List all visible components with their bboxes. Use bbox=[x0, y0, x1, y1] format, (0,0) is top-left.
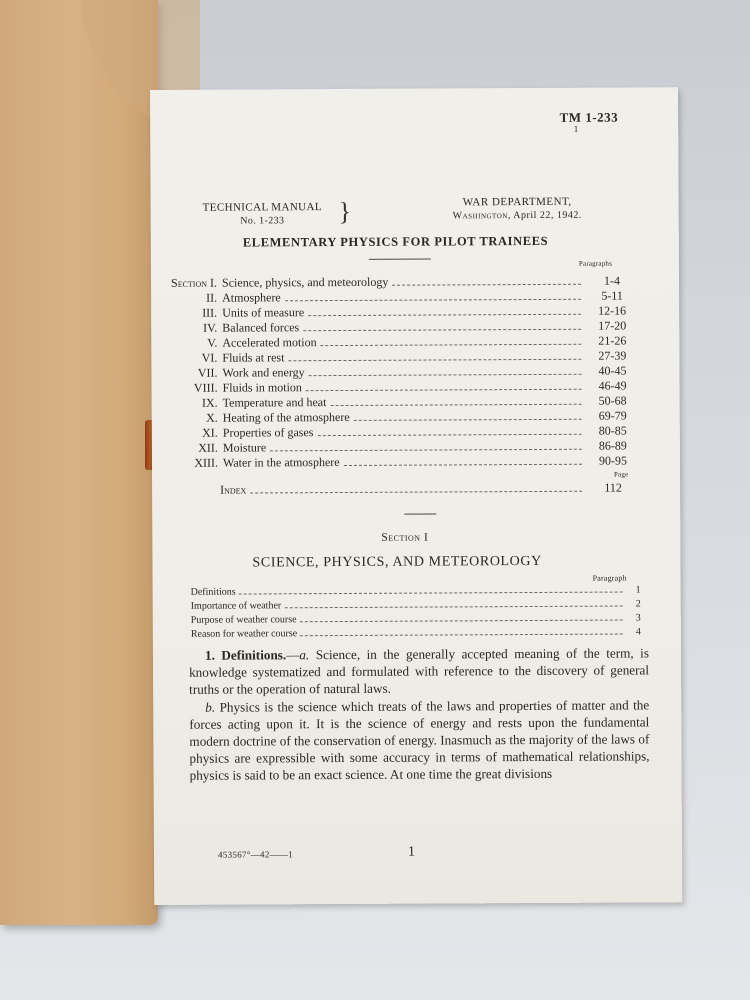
toc-section-number: II. bbox=[206, 290, 218, 305]
toc-label: Moisture bbox=[222, 440, 267, 455]
leader-dots bbox=[344, 464, 582, 466]
toc-section-number: XIII. bbox=[194, 455, 218, 470]
leader-dots bbox=[285, 299, 581, 302]
toc-section-number: IX. bbox=[201, 395, 218, 410]
toc-label: Properties of gases bbox=[222, 425, 314, 440]
department-name: WAR DEPARTMENT, bbox=[462, 195, 572, 209]
toc-paragraphs: 46-49 bbox=[598, 378, 627, 393]
contents-paragraph: 3 bbox=[635, 612, 641, 624]
toc-paragraphs: 90-95 bbox=[598, 453, 627, 468]
leader-dots bbox=[321, 344, 582, 346]
toc-section-number: XI. bbox=[202, 425, 218, 440]
paragraph-lead: 1. Definitions. bbox=[204, 647, 287, 663]
toc-section-number: III. bbox=[202, 305, 218, 320]
toc-label: Units of measure bbox=[222, 305, 305, 320]
tm-number: TM 1-233 bbox=[559, 109, 619, 125]
leader-dots bbox=[308, 314, 581, 316]
toc-section-number: VIII. bbox=[193, 380, 218, 395]
index-page: 112 bbox=[604, 480, 622, 495]
dateline bbox=[453, 196, 582, 223]
contents-label: Purpose of weather course bbox=[190, 614, 297, 626]
toc-label: Balanced forces bbox=[222, 320, 300, 335]
paragraphs-column-head: Paragraphs bbox=[578, 259, 613, 268]
sub-letter: a. bbox=[299, 647, 310, 663]
section-title: SCIENCE, PHYSICS, AND METEOROLOGY bbox=[252, 553, 542, 571]
toc-label: Science, physics, and meteorology bbox=[221, 274, 389, 290]
toc-paragraphs: 27-39 bbox=[598, 348, 627, 363]
brace-glyph: } bbox=[338, 196, 352, 227]
leader-dots bbox=[317, 434, 581, 436]
section-divider bbox=[404, 514, 436, 515]
contents-label: Importance of weather bbox=[190, 600, 282, 612]
leader-dots bbox=[303, 329, 581, 331]
toc-label: Work and energy bbox=[222, 365, 305, 380]
leader-dots bbox=[354, 419, 582, 421]
toc-section-number: XII. bbox=[198, 440, 218, 455]
paragraph-definitions-a bbox=[189, 644, 649, 698]
contents-paragraph: 2 bbox=[635, 598, 641, 610]
leader-dots bbox=[250, 491, 582, 494]
leader-dots bbox=[284, 606, 622, 609]
toc-section-number: X. bbox=[206, 410, 218, 425]
contents-label: Definitions bbox=[190, 586, 236, 598]
toc-label: Heating of the atmosphere bbox=[222, 409, 350, 425]
toc-index-row bbox=[220, 480, 640, 497]
toc-label: Temperature and heat bbox=[222, 395, 327, 410]
page-column-head: Page bbox=[613, 470, 629, 479]
leader-dots bbox=[306, 389, 582, 391]
toc-section-number: V. bbox=[207, 335, 218, 350]
toc-row bbox=[152, 453, 640, 471]
paragraph-text: Science, in the generally accepted meaning of the term, is knowledge systematized and formulated with reference to the discovery of general truths or the operation of natural laws. bbox=[189, 645, 650, 698]
section-contents-row bbox=[191, 597, 641, 612]
toc-section-number: IV. bbox=[203, 320, 218, 335]
paragraph-definitions-b bbox=[189, 696, 649, 784]
index-label: Index bbox=[220, 482, 247, 497]
manual-label: TECHNICAL MANUAL bbox=[202, 201, 322, 214]
leader-dots bbox=[309, 374, 582, 376]
title-rule bbox=[369, 259, 431, 260]
document-page bbox=[150, 87, 682, 905]
toc-paragraphs: 12-16 bbox=[598, 303, 627, 318]
manual-designation bbox=[203, 201, 322, 228]
toc-paragraphs: 5-11 bbox=[601, 288, 623, 303]
leader-dots bbox=[300, 634, 623, 637]
booklet-cover bbox=[0, 0, 158, 925]
document-title: ELEMENTARY PHYSICS FOR PILOT TRAINEES bbox=[242, 233, 549, 250]
toc-label: Fluids at rest bbox=[222, 350, 285, 365]
leader-dots bbox=[330, 404, 581, 406]
toc-paragraphs: 17-20 bbox=[598, 318, 627, 333]
toc-paragraphs: 40-45 bbox=[598, 363, 627, 378]
dateline-city: Washington, bbox=[452, 210, 511, 222]
toc-paragraphs: 1-4 bbox=[603, 273, 621, 288]
dateline-line bbox=[453, 209, 582, 223]
toc-paragraphs: 80-85 bbox=[598, 423, 627, 438]
toc-paragraphs: 86-89 bbox=[598, 438, 627, 453]
em-dash: — bbox=[286, 647, 300, 663]
toc-paragraphs: 21-26 bbox=[598, 333, 627, 348]
contents-paragraph: 4 bbox=[635, 626, 641, 638]
contents-label: Reason for weather course bbox=[190, 628, 298, 640]
section-contents-row bbox=[191, 625, 641, 640]
toc-paragraphs: 50-68 bbox=[598, 393, 627, 408]
leader-dots bbox=[392, 284, 581, 286]
toc-section-number: VI. bbox=[201, 350, 218, 365]
toc-paragraphs: 69-79 bbox=[598, 408, 627, 423]
leader-dots bbox=[239, 592, 623, 595]
tm-page-number: 1 bbox=[573, 123, 579, 134]
leader-dots bbox=[270, 449, 582, 452]
toc-numeral: I. bbox=[209, 275, 218, 290]
body-text bbox=[189, 644, 650, 784]
sub-letter: b. bbox=[205, 699, 216, 715]
leader-dots bbox=[288, 359, 581, 362]
toc-label: Fluids in motion bbox=[222, 380, 302, 395]
section-contents-row bbox=[191, 611, 641, 626]
manual-number: No. 1-233 bbox=[240, 215, 285, 227]
section-word: Section bbox=[170, 275, 208, 290]
paragraph-text: Physics is the science which treats of the laws and properties of matter and the forces acting upon it. It is the science of energy and rests upon the fundamental modern doctrine of the conservation of energy. Inasmuch as the majority of the laws of physics are expressible with some accuracy in terms of mathematical relationships, physics is said to be an exact science. At one time the great divisions bbox=[189, 697, 650, 784]
toc-label: Atmosphere bbox=[222, 290, 281, 305]
contents-paragraph: 1 bbox=[635, 584, 641, 596]
toc-section-number: VII. bbox=[197, 365, 218, 380]
toc-label: Water in the atmosphere bbox=[222, 455, 340, 470]
page-number: 1 bbox=[407, 844, 416, 860]
paragraph-column-head: Paragraph bbox=[592, 573, 627, 583]
section-heading: Section I bbox=[381, 531, 429, 544]
print-code: 453567°—42——1 bbox=[217, 849, 294, 860]
section-contents-row bbox=[191, 583, 641, 598]
dateline-date: April 22, 1942. bbox=[513, 209, 582, 222]
toc-label: Accelerated motion bbox=[222, 335, 317, 350]
leader-dots bbox=[300, 620, 623, 623]
toc-section-number bbox=[151, 276, 222, 291]
